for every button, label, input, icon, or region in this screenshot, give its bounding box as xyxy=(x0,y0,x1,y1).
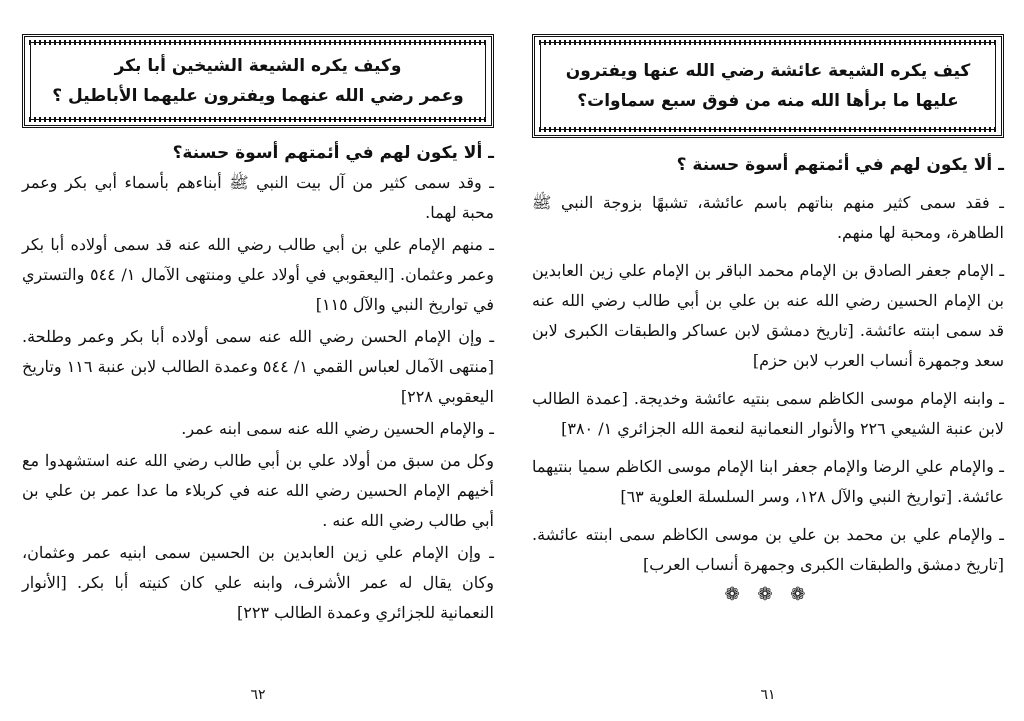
heading-line-2: عليها ما برأها الله منه من فوق سبع سماوات؟ xyxy=(577,91,959,111)
paragraph: ـ والإمام علي بن محمد بن علي بن موسى الكاظم سمى ابنته عائشة. [تاريخ دمشق والطبقات الكبرى وجمهرة أنساب العرب] xyxy=(532,525,1004,574)
paragraph: ـ وابنه الإمام موسى الكاظم سمى بنتيه عائشة وخديجة. [عمدة الطالب لابن عنبة الشيعي ٢٢٦ والأنوار النعمانية لنعمة الله الجزائري ١/ ٣٨٠] xyxy=(532,389,1004,438)
page-62 xyxy=(22,0,494,721)
paragraph: ـ وقد سمى كثير من آل بيت النبي ﷺ أبناءهم بأسماء أبي بكر وعمر محبة لهما. xyxy=(22,173,494,222)
page-body xyxy=(22,140,494,628)
page-body xyxy=(532,152,1004,605)
paragraph: ـ فقد سمى كثير منهم بناتهم باسم عائشة، تشبهًا بزوجة النبي ﷺ الطاهرة، ومحبة لها منهم. xyxy=(532,193,1004,242)
page-61 xyxy=(532,0,1004,721)
page-number: ٦١ xyxy=(760,687,776,703)
heading-line-2: وعمر رضي الله عنهما ويفترون عليهما الأباطيل ؟ xyxy=(52,86,464,106)
paragraph: ـ والإمام علي الرضا والإمام جعفر ابنا الإمام موسى الكاظم سميا بنتيهما عائشة. [تواريخ النبي والآل ١٢٨، وسر السلسلة العلوية ٦٣] xyxy=(532,457,1004,506)
section-end-ornament: ❁ ❁ ❁ xyxy=(724,584,812,605)
paragraph: ـ منهم الإمام علي بن أبي طالب رضي الله عنه قد سمى أولاده أبا بكر وعمر وعثمان. [اليعقوبي في أولاد علي ومنتهى الآمال ١/ ٥٤٤ والتستري في تواريخ النبي والآل ١١٥] xyxy=(22,235,494,314)
heading-line-1: كيف يكره الشيعة عائشة رضي الله عنها ويفترون xyxy=(565,61,971,81)
page-number: ٦٢ xyxy=(250,687,266,703)
paragraph: وكل من سبق من أولاد علي بن أبي طالب رضي الله عنه استشهدوا مع أخيهم الإمام الحسين رضي الله عنه في كربلاء ما عدا عمر بن علي بن أبي طالب رضي الله عنه . xyxy=(22,451,494,530)
subheading: ـ ألا يكون لهم في أئمتهم أسوة حسنة ؟ xyxy=(676,155,1004,175)
paragraph: ـ وإن الإمام علي زين العابدين بن الحسين سمى ابنيه عمر وعثمان، وكان يقال له عمر الأشرف، وابنه علي كان كنيته أبا بكر. [الأنوار النعمانية للجزائري وعمدة الطالب ٢٢٣] xyxy=(22,543,494,622)
chapter-heading-frame xyxy=(22,34,494,128)
subheading: ـ ألا يكون لهم في أئمتهم أسوة حسنة؟ xyxy=(172,143,494,163)
paragraph: ـ الإمام جعفر الصادق بن الإمام محمد الباقر بن الإمام علي زين العابدين بن الإمام الحسين رضي الله عنه بن علي بن أبي طالب رضي الله عنه قد سمى ابنته عائشة. [تاريخ دمشق لابن عساكر والطبقات الكبرى لابن سعد وجمهرة أنساب العرب لابن حزم] xyxy=(532,261,1004,370)
paragraph: ـ والإمام الحسين رضي الله عنه سمى ابنه عمر. xyxy=(181,419,494,438)
paragraph: ـ وإن الإمام الحسن رضي الله عنه سمى أولاده أبا بكر وعمر وطلحة. [منتهى الآمال لعباس القمي ١/ ٥٤٤ وعمدة الطالب لابن عنبة ١١٦ وتاريخ اليعقوبي ٢٢٨] xyxy=(22,327,494,406)
heading-line-1: وكيف يكره الشيعة الشيخين أبا بكر xyxy=(114,56,402,76)
chapter-heading-frame xyxy=(532,34,1004,138)
